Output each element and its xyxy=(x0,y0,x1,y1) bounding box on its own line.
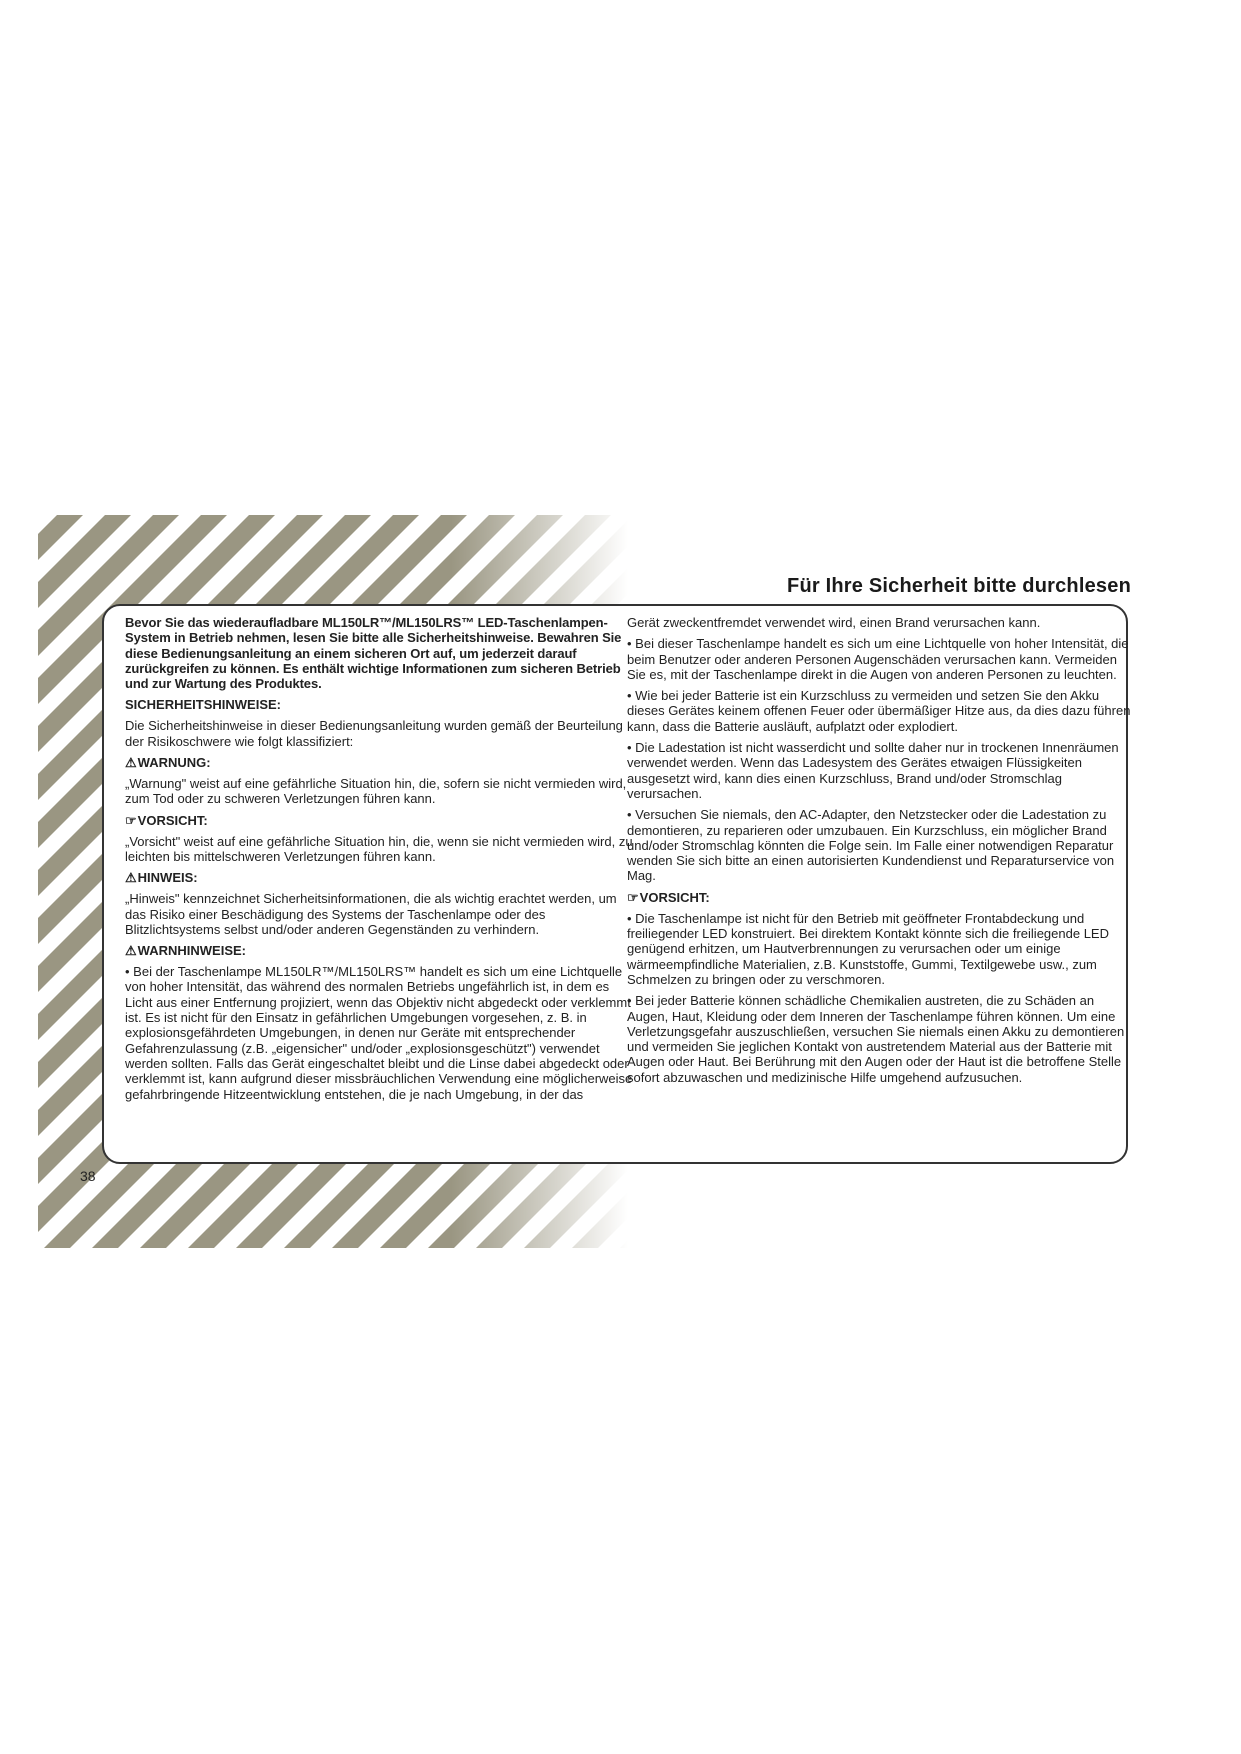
caution-text: „Vorsicht" weist auf eine gefährliche Situation hin, die, wenn sie nicht vermieden wird, zu leichten bis mittelschweren Verletzungen führen kann. xyxy=(125,833,633,864)
warning-bullet-2: • Bei dieser Taschenlampe handelt es sich um eine Lichtquelle von hoher Intensität, die beim Benutzer oder anderen Personen Augenschäden verursachen kann. Vermeiden Sie es, mit der Taschenlampe direkt in die Augen von anderen Personen zu leuchten. xyxy=(627,636,1129,682)
caution-bullet-2: • Bei jeder Batterie können schädliche Chemikalien austreten, die zu Schäden an Augen, Haut, Kleidung oder dem Inneren der Taschenlampe führen können. Um eine Verletzungsgefahr auszuschließen, versuchen Sie niemals einen Akku zu demontieren und vermeiden Sie jeglichen Kontakt von austretendem Material aus der Batterie mit Augen oder Haut. Bei Berührung mit den Augen oder der Haut ist die betroffene Stelle sofort abzuwaschen und medizinische Hilfe umgehend aufzusuchen. xyxy=(627,993,1125,1085)
caution-heading-label: VORSICHT: xyxy=(137,812,208,828)
page-number: 38 xyxy=(80,1168,96,1184)
warnings-heading xyxy=(125,943,637,958)
warnings-heading-label: WARNHINWEISE: xyxy=(137,943,246,959)
warning-bullet-1: • Bei der Taschenlampe ML150LR™/ML150LRS™ handelt es sich um eine Lichtquelle von hoher Intensität, das während des normalen Betriebs ungefährlich ist, in dem es Licht aus einer Entfernung projiziert, wenn das Objektiv nicht abgedeckt oder verklemmt ist. Es ist nicht für den Einsatz in gefährlichen Umgebungen vorgesehen, z. B. in explosionsgefährdeten Umgebungen, in denen nur Geräte mit entsprechender Gefahrenzulassung (z.B. „eigensicher" und/oder „explosionsgeschützt") verwendet werden sollten. Falls das Gerät eingeschaltet bleibt und die Linse dabei abgedeckt oder verklemmt ist, kann aufgrund dieser missbräuchlichen Verwendung eine möglicherweise gefahrbringende Hitzeentwicklung entstehen, die je nach Umgebung, in der das xyxy=(125,964,633,1102)
warning-bullet-5: • Versuchen Sie niemals, den AC-Adapter, den Netzstecker oder die Ladestation zu demontieren, zu reparieren oder umzubauen. Ein Kurzschluss, ein möglicher Brand und/oder Stromschlag könnten die Folge sein. Im Falle einer notwendigen Reparatur wenden Sie sich bitte an einen autorisierten Kundendienst und Reparaturservice von Mag. xyxy=(627,807,1115,884)
hand-pointer-icon: ☞ xyxy=(125,812,137,828)
safety-heading: SICHERHEITSHINWEISE: xyxy=(125,697,282,713)
warning-icon: ⚠ xyxy=(125,943,137,959)
hand-pointer-icon: ☞ xyxy=(627,889,639,905)
warning-icon: ⚠ xyxy=(125,755,137,771)
warning-heading xyxy=(125,755,637,770)
warning-heading-label: WARNUNG: xyxy=(137,755,211,771)
warning-bullet-3: • Wie bei jeder Batterie ist ein Kurzschluss zu vermeiden und setzen Sie den Akku dieses Gerätes keinem offenen Feuer oder übermäßiger Hitze aus, da dies dazu führen kann, dass die Batterie ausläuft, aufplatzt oder explodiert. xyxy=(627,688,1131,734)
stripe xyxy=(1196,348,1241,1248)
stripe xyxy=(0,348,10,1248)
right-column xyxy=(627,615,1135,1091)
page-title: Für Ihre Sicherheit bitte durchlesen xyxy=(787,575,1131,597)
caution-heading xyxy=(125,813,637,828)
caution-heading-2 xyxy=(627,890,1135,905)
safety-content-panel xyxy=(102,604,1131,1164)
notice-heading xyxy=(125,870,637,885)
warning-bullet-4: • Die Ladestation ist nicht wasserdicht und sollte daher nur in trockenen Innenräumen verwendet werden. Wenn das Ladesystem des Gerätes etwaigen Flüssigkeiten ausgesetzt wird, kann dies einen Kurzschluss, Brand und/oder Stromschlag verursachen. xyxy=(627,740,1119,801)
warning-text: „Warnung" weist auf eine gefährliche Situation hin, die, sofern sie nicht vermieden wird, zum Tod oder zu schweren Verletzungen führen kann. xyxy=(125,776,627,807)
notice-heading-label: HINWEIS: xyxy=(137,870,198,886)
left-column xyxy=(125,615,637,1108)
continuation-text: Gerät zweckentfremdet verwendet wird, einen Brand verursachen kann. xyxy=(627,615,1041,630)
notice-text: „Hinweis" kennzeichnet Sicherheitsinformationen, die als wichtig erachtet werden, um das Risiko einer Beschädigung des Systems der Taschenlampe oder des Blitzlichtsystems selbst und/oder anderen Gegenständen zu verhindern. xyxy=(125,891,617,937)
warning-icon: ⚠ xyxy=(125,870,137,886)
caution-bullet-1: • Die Taschenlampe ist nicht für den Betrieb mit geöffneter Frontabdeckung und freiliegender LED konstruiert. Bei direktem Kontakt könnte sich die freiliegende LED genügend erhitzen, um Hautverbrennungen zu verursachen oder um einige wärmeempfindliche Materialien, z.B. Kunststoffe, Gummi, Textilgewebe usw., zum Schmelzen zu bringen oder zu verschmoren. xyxy=(627,910,1109,987)
stripe xyxy=(1148,348,1241,1248)
safety-text: Die Sicherheitshinweise in dieser Bedienungsanleitung wurden gemäß der Beurteilung der Risikoschwere wie folgt klassifiziert: xyxy=(125,718,623,749)
caution-heading-2-label: VORSICHT: xyxy=(639,889,710,905)
intro-paragraph: Bevor Sie das wiederaufladbare ML150LR™/ML150LRS™ LED-Taschenlampen-System in Betrieb nehmen, lesen Sie bitte alle Sicherheitshinweise. Bewahren Sie diese Bedienungsanleitung an einem sicheren Ort auf, um jederzeit darauf zurückgreifen zu können. Es enthält wichtige Informationen zum sicheren Betrieb und zur Wartung des Produktes. xyxy=(125,615,622,692)
